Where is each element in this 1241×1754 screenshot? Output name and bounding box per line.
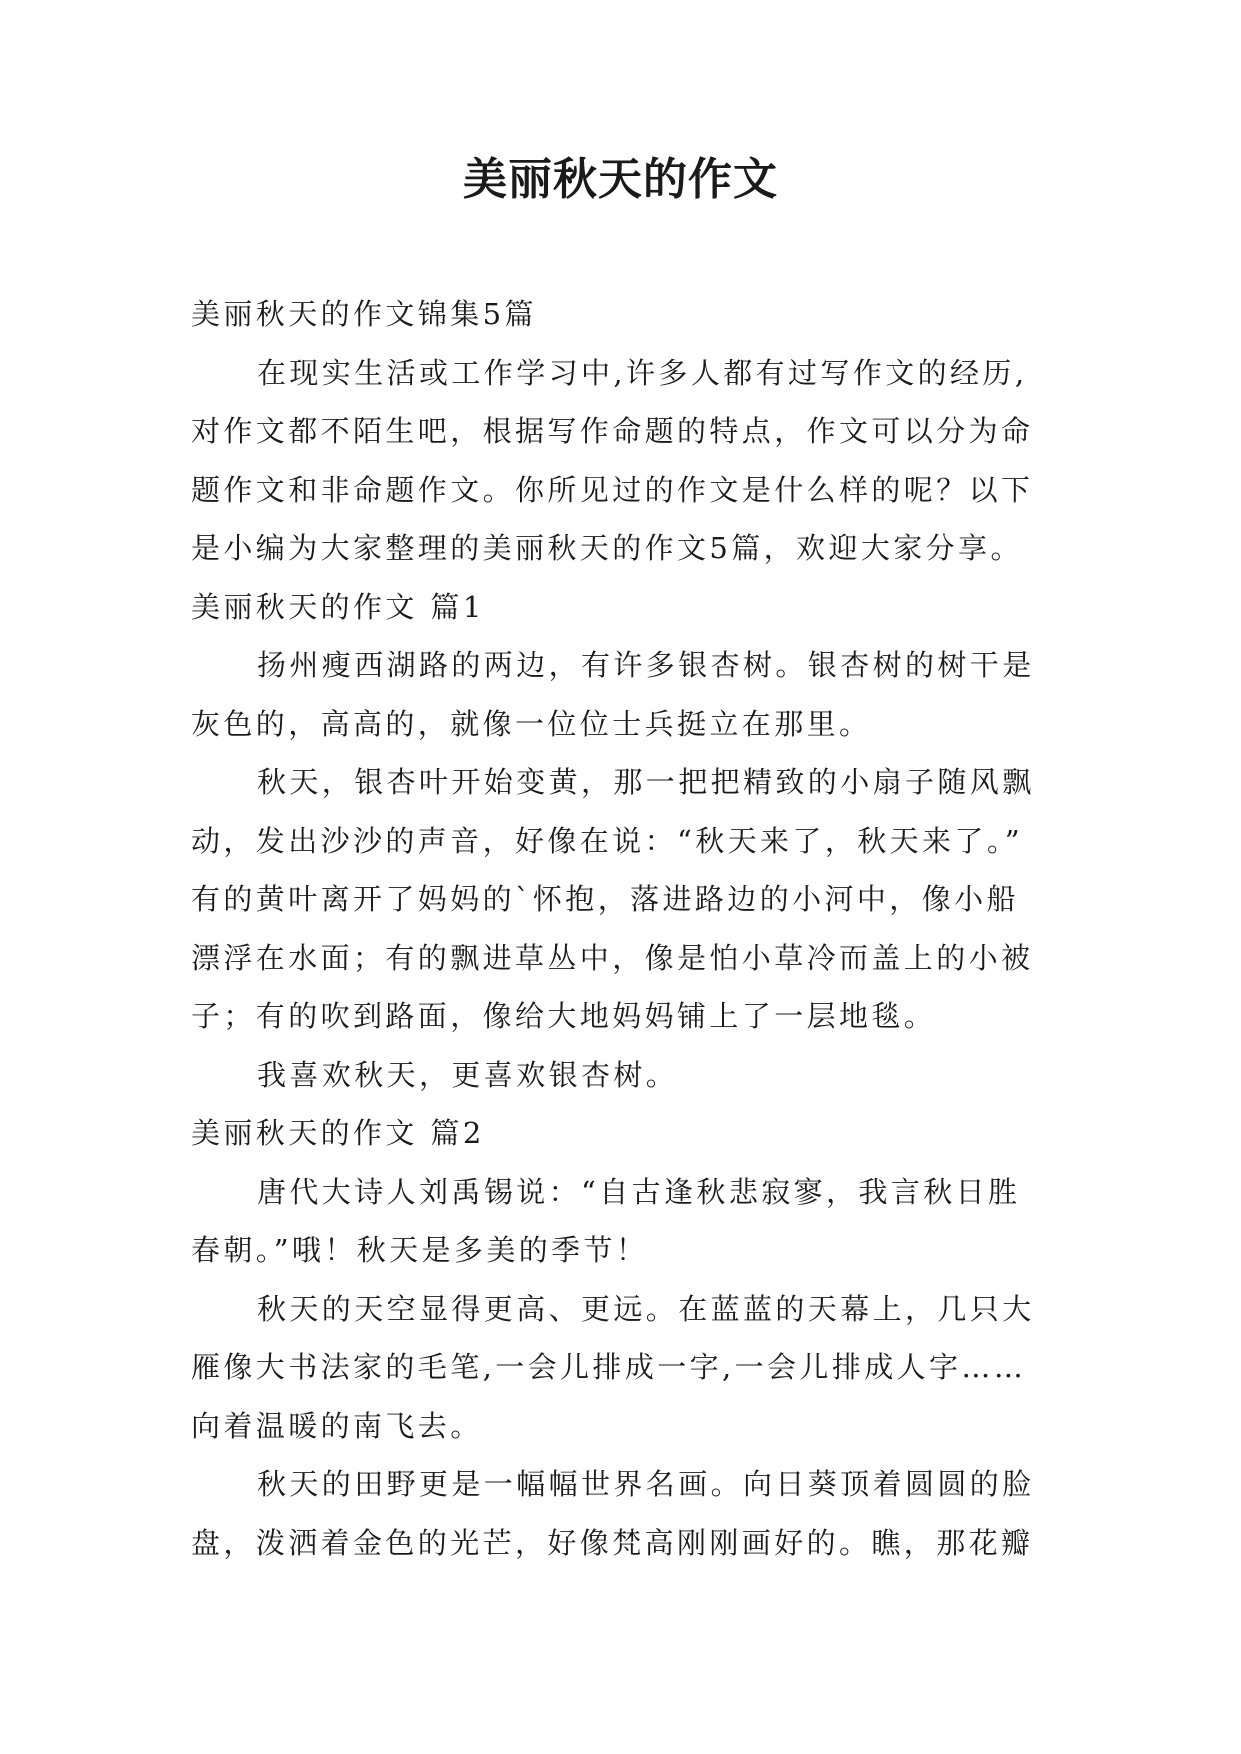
text-line: 扬州瘦西湖路的两边，有许多银杏树。银杏树的树干是 [257,648,1035,682]
text-line: 雁像大书法家的毛笔,一会儿排成一字,一会儿排成人字…… [191,1350,1027,1384]
document-title: 美丽秋天的作文 [463,154,778,205]
text-line: 唐代大诗人刘禹锡说：“自古逢秋悲寂寥，我言秋日胜 [257,1174,1021,1209]
section-heading: 美丽秋天的作文锦集5篇 [191,297,537,331]
text-line: 秋天的田野更是一幅幅世界名画。向日葵顶着圆圆的脸 [257,1467,1035,1501]
section-heading: 美丽秋天的作文 篇2 [191,1116,485,1150]
text-line: 秋天的天空显得更高、更远。在蓝蓝的天幕上，几只大 [257,1291,1035,1326]
text-line: 漂浮在水面；有的飘进草丛中，像是怕小草冷而盖上的小被 [191,940,1034,975]
text-line: 是小编为大家整理的美丽秋天的作文5篇，欢迎大家分享。 [191,531,1023,565]
text-line: 有的黄叶离开了妈妈的`怀抱，落进路边的小河中，像小船 [191,882,1019,916]
text-line: 在现实生活或工作学习中,许多人都有过写作文的经历, [257,355,1028,390]
text-line: 盘，泼洒着金色的光芒，好像梵高刚刚画好的。瞧，那花瓣 [191,1525,1034,1560]
text-line: 题作文和非命题作文。你所见过的作文是什么样的呢？以下 [191,472,1034,507]
section-heading: 美丽秋天的作文 篇1 [191,589,485,624]
text-line: 子；有的吹到路面，像给大地妈妈铺上了一层地毯。 [191,999,937,1033]
text-line: 向着温暖的南飞去。 [191,1408,483,1443]
text-line: 春朝。”哦！秋天是多美的季节！ [191,1233,649,1267]
text-line: 对作文都不陌生吧，根据写作命题的特点，作文可以分为命 [191,414,1034,448]
text-line: 我喜欢秋天，更喜欢银杏树。 [257,1057,679,1092]
document-body [191,285,1071,1572]
text-line: 动，发出沙沙的声音，好像在说：“秋天来了，秋天来了。” [191,823,1023,858]
text-line: 灰色的，高高的，就像一位位士兵挺立在那里。 [191,706,872,741]
text-line: 秋天，银杏叶开始变黄，那一把把精致的小扇子随风飘 [257,765,1035,799]
